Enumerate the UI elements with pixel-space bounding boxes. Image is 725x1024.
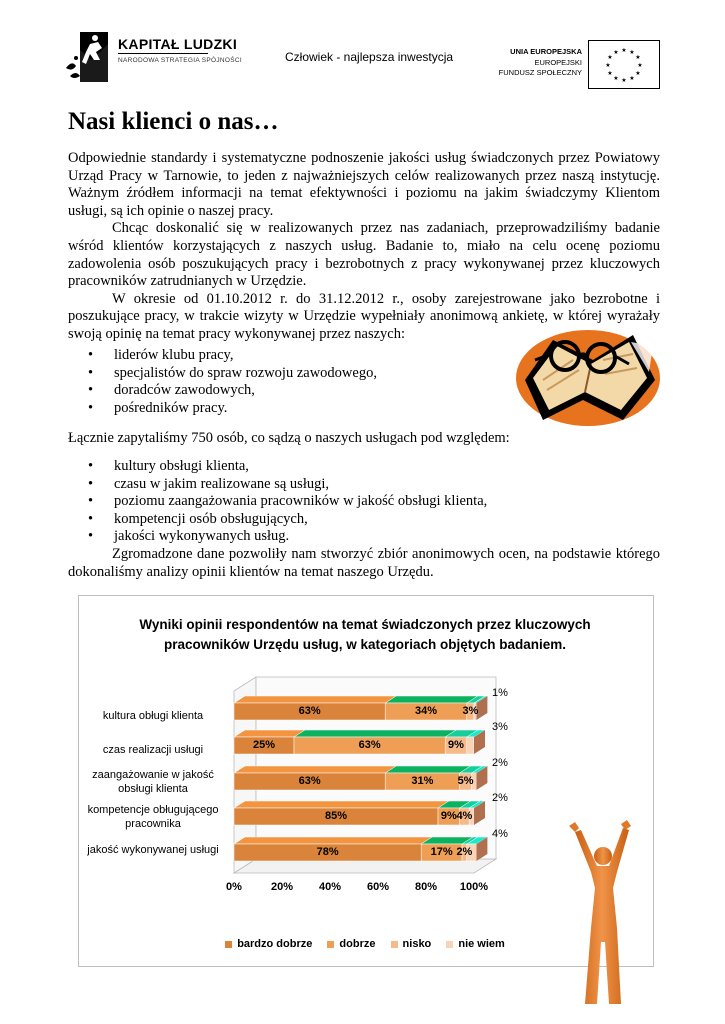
data-label: 9% <box>448 739 464 751</box>
bar-segment-top <box>234 696 396 703</box>
data-label: 2% <box>492 792 508 804</box>
svg-text:★: ★ <box>635 70 641 77</box>
category-label: czas realizacji usługi <box>102 743 204 756</box>
data-label: 3% <box>462 705 479 717</box>
data-label: 63% <box>358 739 381 751</box>
paragraph-2: Chcąc doskonalić się w realizowanych przez nas zadaniach, przeprowadziliśmy badanie wśród klientów korzystających z naszych usług. Badanie to, miało na celu ocenę poziomu zadowolenia osób poszukujących pracy i bezrobotnych z pracy wykonywanej przez kluczowych pracowników zatrudnianych w Urzędzie. <box>68 220 660 290</box>
legend-label: nisko <box>402 938 432 950</box>
legend-item <box>225 938 312 950</box>
legend-item <box>327 938 375 950</box>
list-item: • poziomu zaangażowania pracowników w jakość obsługi klienta, <box>88 493 487 511</box>
data-label: 63% <box>298 705 321 717</box>
bar-segment-top <box>385 766 470 773</box>
data-label: 17% <box>430 846 453 858</box>
data-label: 85% <box>324 810 348 822</box>
list-item: • czasu w jakim realizowane są usługi, <box>88 476 487 494</box>
logo-title: KAPITAŁ LUDZKI <box>118 36 238 52</box>
svg-text:★: ★ <box>621 47 627 54</box>
paragraph-4: Łącznie zapytaliśmy 750 osób, co sądzą o naszych usługach pod względem: <box>68 430 510 446</box>
eu-flag <box>588 40 660 89</box>
data-label: 4% <box>492 828 508 840</box>
x-tick-label: 100% <box>459 881 489 893</box>
category-label: zaangażowanie w jakość obsługi klienta <box>92 768 214 795</box>
list-item: • liderów klubu pracy, <box>88 347 377 365</box>
list-item: • jakości wykonywanych usług. <box>88 528 487 546</box>
data-label: 34% <box>414 705 438 717</box>
category-label: kompetencje obługującego pracownika <box>87 803 219 830</box>
legend-swatch <box>327 941 334 948</box>
svg-text:★: ★ <box>613 75 619 82</box>
svg-text:★: ★ <box>635 54 641 61</box>
chart-title: Wyniki opinii respondentów na temat świadczonych przez kluczowych pracowników Urzędu usług, w kategoriach objętych badaniem. <box>139 617 591 652</box>
list-item: • kultury obsługi klienta, <box>88 458 487 476</box>
x-tick-label: 40% <box>318 881 342 893</box>
data-label: 31% <box>411 775 434 787</box>
data-label: 78% <box>316 846 339 858</box>
svg-text:★: ★ <box>613 49 619 56</box>
bar-segment-top <box>234 801 449 808</box>
x-tick-label: 80% <box>414 881 438 893</box>
x-tick-label: 20% <box>270 881 294 893</box>
paragraph-1: Odpowiednie standardy i systematyczne podnoszenie jakości usług świadczonych przez Powiatowy Urząd Pracy w Tarnowie, to jeden z najważniejszych celów realizowanych przez naszą instytucję. Ważnym źródłem informacji na temat efektywności i poziomu na jakim świadczymy Klientom usługi, są ich opinie o naszej pracy. <box>68 150 660 219</box>
legend-swatch <box>391 941 398 948</box>
legend-label: nie wiem <box>458 938 505 950</box>
legend-swatch <box>225 941 232 948</box>
data-label: 63% <box>298 775 321 787</box>
list-item: • kompetencji osób obsługujących, <box>88 511 487 529</box>
article-body-top <box>68 150 660 344</box>
data-label: 3% <box>492 721 508 733</box>
celebrating-figure-illustration <box>555 818 650 1008</box>
data-label: 9% <box>440 810 457 822</box>
x-tick-label: 0% <box>226 881 242 893</box>
bar-segment-top <box>234 837 432 844</box>
aspects-list <box>88 458 487 546</box>
data-label: 25% <box>252 739 276 751</box>
legend-item <box>446 938 504 950</box>
kapital-ludzki-logo <box>62 30 112 86</box>
category-label: kultura obługi klienta <box>102 709 204 722</box>
page-title: Nasi klienci o nas… <box>68 108 279 135</box>
motto: Człowiek - najlepsza inwestycja <box>285 50 454 64</box>
eu-line1: UNIA EUROPEJSKA <box>510 47 582 56</box>
bar-segment-top <box>234 730 305 737</box>
list-item: • doradców zawodowych, <box>88 382 377 400</box>
list-item: • pośredników pracy. <box>88 400 377 418</box>
staff-list <box>88 347 377 417</box>
x-tick-label: 60% <box>366 881 390 893</box>
paragraph-3: W okresie od 01.10.2012 r. do 31.12.2012 r., osoby zarejestrowane jako bezrobotne i poszukujące pracy, w trakcie wizyty w Urzędzie wypełniały anonimową ankietę, w której wyrażały swoją opinię na temat pracy wykonywanej przez naszych: <box>68 290 660 342</box>
category-label: jakość wykonywanej usługi <box>87 843 219 856</box>
data-label: 4% <box>456 810 473 822</box>
bar-segment-top <box>234 766 396 773</box>
svg-text:★: ★ <box>621 77 627 84</box>
legend-swatch <box>446 941 453 948</box>
data-label: 5% <box>457 775 474 787</box>
glasses-book-illustration <box>513 320 663 430</box>
list-item: • specjalistów do spraw rozwoju zawodowego, <box>88 365 377 383</box>
bar-segment-top <box>385 696 478 703</box>
eu-lines <box>470 58 582 78</box>
legend-label: bardzo dobrze <box>237 938 313 950</box>
article-body-bottom <box>68 546 660 581</box>
logo-subtitle: NARODOWA STRATEGIA SPÓJNOŚCI <box>118 57 242 64</box>
legend-item <box>391 938 432 950</box>
svg-text:★: ★ <box>607 70 613 77</box>
data-label: 2% <box>456 846 473 858</box>
svg-text:★: ★ <box>637 62 643 69</box>
eu-line3: FUNDUSZ SPOŁECZNY <box>498 68 582 77</box>
legend-label: dobrze <box>339 938 376 950</box>
data-label: 1% <box>492 687 508 699</box>
logo-divider <box>118 53 208 54</box>
svg-text:★: ★ <box>607 54 613 61</box>
svg-text:★: ★ <box>605 62 611 69</box>
data-label: 2% <box>492 757 508 769</box>
svg-text:★: ★ <box>629 49 635 56</box>
bar-segment-top <box>294 730 456 737</box>
eu-line2: EUROPEJSKI <box>534 58 582 67</box>
svg-text:★: ★ <box>629 75 635 82</box>
paragraph-5: Zgromadzone dane pozwoliły nam stworzyć zbiór anonimowych ocen, na podstawie którego dokonaliśmy analizy opinii klientów na temat naszego Urzędu. <box>68 546 660 580</box>
